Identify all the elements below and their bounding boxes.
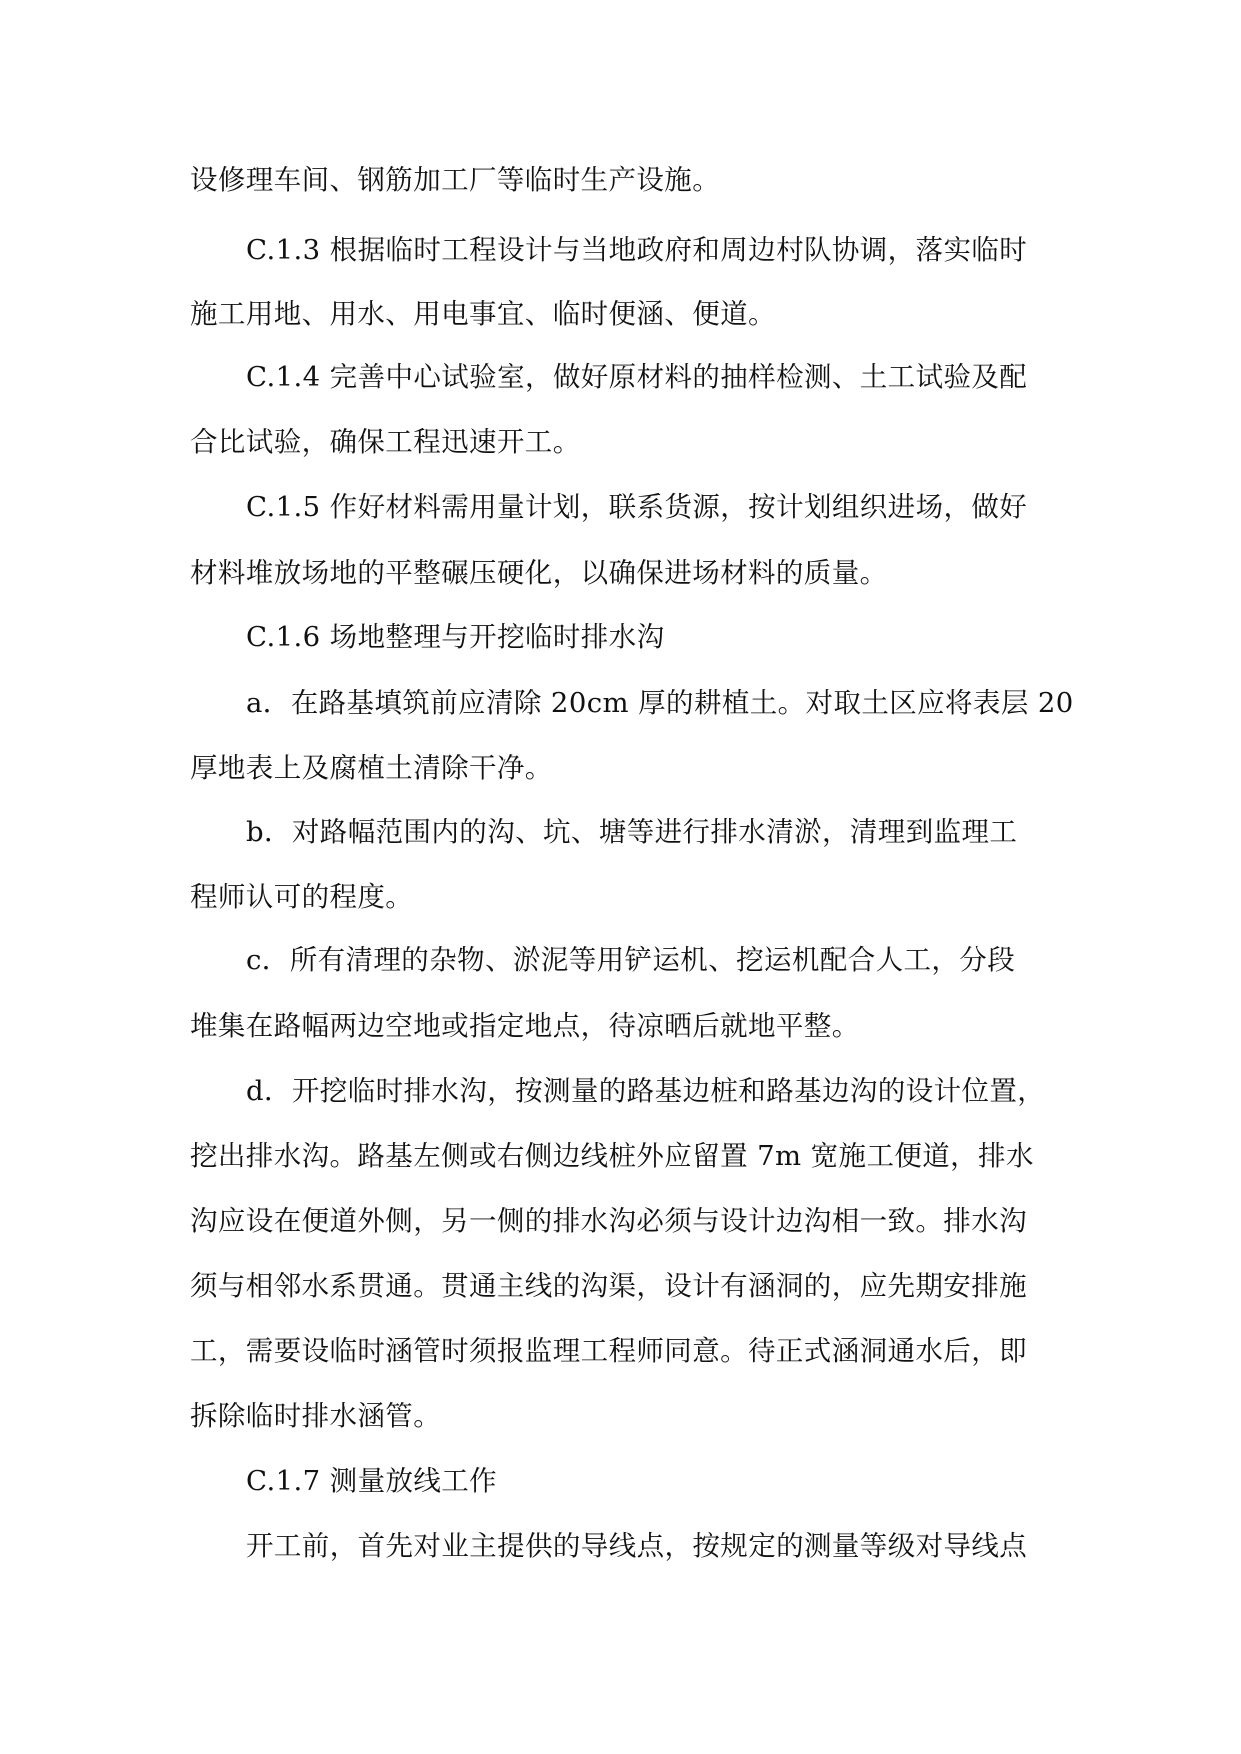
text-line: d．开挖临时排水沟，按测量的路基边桩和路基边沟的设计位置， xyxy=(246,1075,1046,1107)
text-line: 厚地表上及腐植土清除干净。 xyxy=(190,752,553,784)
text-line: 堆集在路幅两边空地或指定地点，待凉晒后就地平整。 xyxy=(190,1010,860,1042)
text-line: 沟应设在便道外侧，另一侧的排水沟必须与设计边沟相一致。排水沟 xyxy=(190,1205,1027,1237)
text-line: 施工用地、用水、用电事宜、临时便涵、便道。 xyxy=(190,298,776,330)
section-heading: C.1.7 测量放线工作 xyxy=(246,1465,498,1497)
text-line: 材料堆放场地的平整碾压硬化，以确保进场材料的质量。 xyxy=(190,557,888,589)
text-line: 工，需要设临时涵管时须报监理工程师同意。待正式涵洞通水后，即 xyxy=(190,1335,1027,1367)
text-line: 拆除临时排水涵管。 xyxy=(190,1400,442,1432)
text-line: c．所有清理的杂物、淤泥等用铲运机、挖运机配合人工，分段 xyxy=(246,944,1016,976)
text-line: 程师认可的程度。 xyxy=(190,881,414,913)
text-line: b．对路幅范围内的沟、坑、塘等进行排水清淤，清理到监理工 xyxy=(246,816,1018,848)
text-line: 开工前，首先对业主提供的导线点，按规定的测量等级对导线点 xyxy=(246,1530,1028,1562)
text-line: 挖出排水沟。路基左侧或右侧边线桩外应留置 7m 宽施工便道，排水 xyxy=(190,1140,1034,1172)
text-line: 须与相邻水系贯通。贯通主线的沟渠，设计有涵洞的，应先期安排施 xyxy=(190,1270,1027,1302)
text-line: C.1.3 根据临时工程设计与当地政府和周边村队协调，落实临时 xyxy=(246,234,1028,266)
section-heading: C.1.6 场地整理与开挖临时排水沟 xyxy=(246,621,665,653)
text-line: C.1.5 作好材料需用量计划，联系货源，按计划组织进场，做好 xyxy=(246,491,1028,523)
text-line: 设修理车间、钢筋加工厂等临时生产设施。 xyxy=(190,164,721,196)
text-line: C.1.4 完善中心试验室，做好原材料的抽样检测、土工试验及配 xyxy=(246,361,1028,393)
text-line: a．在路基填筑前应清除 20cm 厚的耕植土。对取土区应将表层 20 xyxy=(246,687,1074,719)
text-line: 合比试验，确保工程迅速开工。 xyxy=(190,426,581,458)
